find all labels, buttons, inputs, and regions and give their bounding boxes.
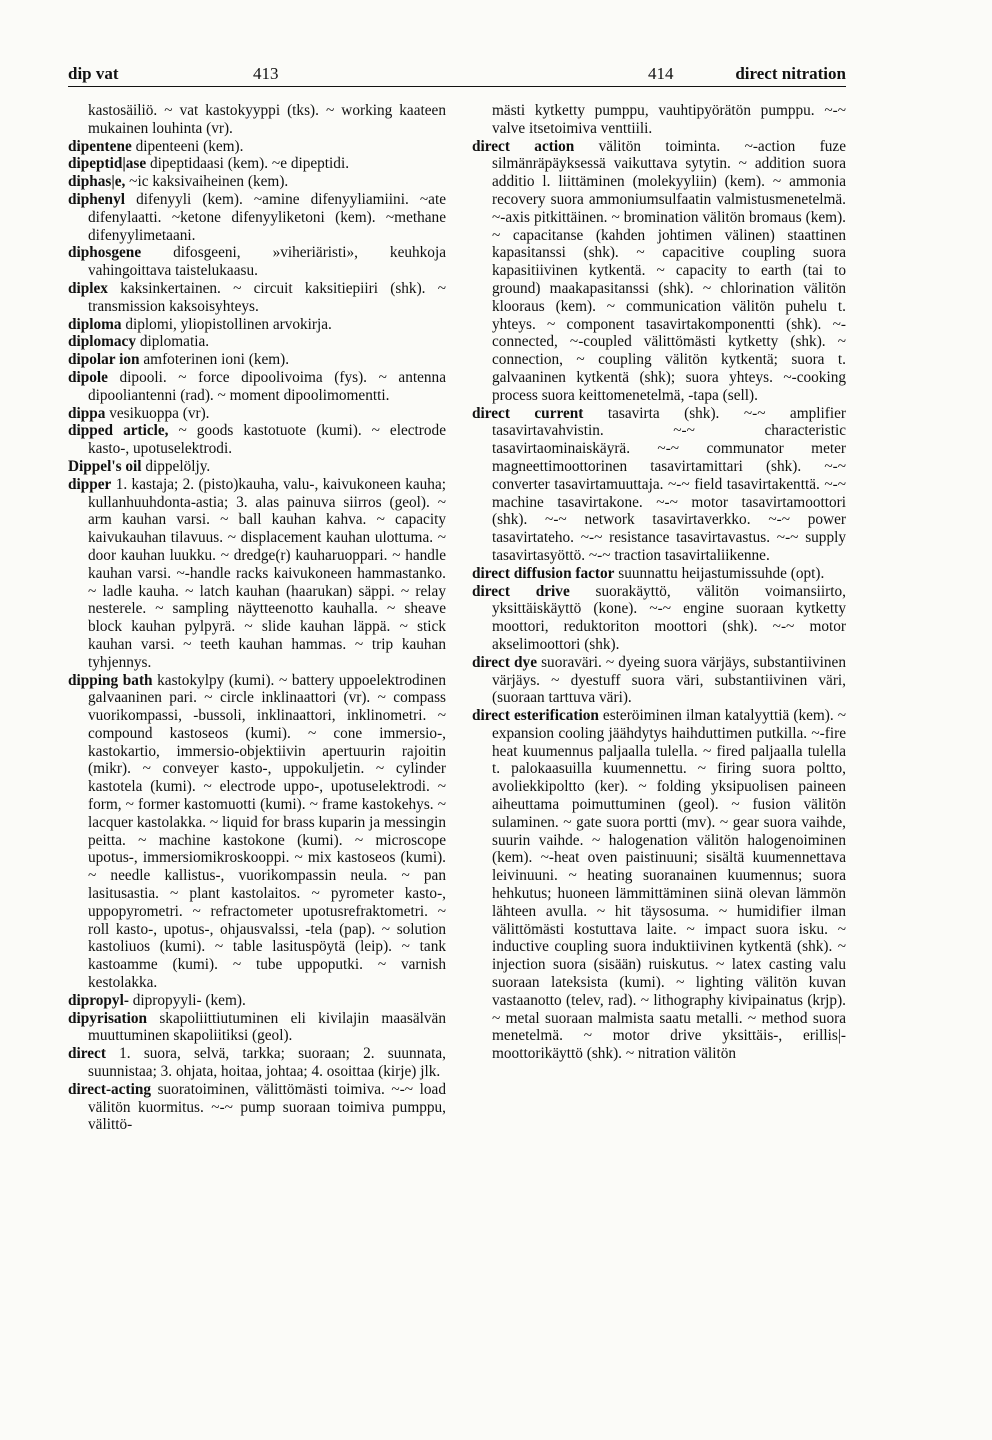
dictionary-entry bbox=[472, 405, 846, 565]
entry-headword: dipped article, bbox=[68, 422, 169, 440]
dictionary-entry bbox=[68, 422, 446, 458]
dictionary-entry bbox=[472, 138, 846, 405]
left-column bbox=[68, 102, 446, 1134]
entry-headword: direct action bbox=[472, 137, 575, 155]
entry-definition: suorakäyttö, välitön voimansiirto, yksittäiskäyttö (kone). ~-~ engine suoraan kytketty moottori, reduktoriton moottori (shk). ~-~ motor akselimoottori (shk). bbox=[492, 582, 846, 653]
entry-definition: 1. suora, selvä, tarkka; suoraan; 2. suunnata, suunnistaa; 3. ohjata, hoitaa, johtaa; 4. osoittaa (kirje) jlk. bbox=[88, 1045, 446, 1081]
entry-headword: direct current bbox=[472, 404, 584, 422]
entry-headword: diplex bbox=[68, 279, 108, 297]
entry-definition: difenyyli (kem). ~amine difenyyliamiini. ~ate difenylaatti. ~ketone difenyyliketoni (kem). ~methane difenyylimetaani. bbox=[88, 190, 446, 244]
entry-definition: ~ic kaksivaiheinen (kem). bbox=[125, 173, 289, 191]
entry-definition: dipenteeni (kem). bbox=[131, 137, 244, 155]
dictionary-entry bbox=[68, 351, 446, 369]
entry-definition: skapoliittiutuminen eli kivilajin maasälvän muuttuminen skapoliitiksi (geol). bbox=[88, 1009, 446, 1045]
entry-definition: välitön toiminta. ~-action fuze silmänräpäyksessä vaikuttava sytytin. ~ addition suora additio l. liittäminen (molekyyliin) (kem). ~ ammonia recovery suora ammoniumsulfaatin valmistusmenetelmä. ~-axis pitkittäinen. ~ bromination välitön bromaus (kem). ~ capacitanse (kahden johtimen välinen) staattinen kapasitanssi (shk). ~ capacitive coupling suora kapasitiivinen kytkentä. ~ capacity to earth (tai to ground) maakapasitanssi (shk). ~ chlorination välitön klooraus (kem). ~ communication välitön puhelu t. yhteys. ~ component tasavirtakomponentti (shk). ~-connected, ~-coupled välittömästi kytketty (shk). ~ connection, ~ coupling välitön kytkentä; suora t. galvaaninen kytkentä (shk); suora yhteys. ~-cooking process suora keittomenetelmä, -tapa (sell). bbox=[492, 137, 846, 404]
entry-headword: dipole bbox=[68, 368, 108, 386]
dictionary-entry bbox=[68, 672, 446, 992]
dictionary-entry bbox=[68, 280, 446, 316]
entry-headword: dipper bbox=[68, 475, 112, 493]
entry-definition: dipeptidaasi (kem). ~e dipeptidi. bbox=[146, 155, 350, 173]
entry-headword: direct-acting bbox=[68, 1080, 151, 1098]
entry-definition: kastokylpy (kumi). ~ battery uppoelektrodinen galvaaninen pari. ~ circle inklinaattori (vr). ~ compass vuorikompassi, -bussoli, inklinaattori, inklinometri. ~ compound kastoseos (kumi). ~ cone immersio-, kastokartio, immersio-objektiivin apertuurin rajoitin (mikr). ~ conveyer kasto-, uppokuljetin. ~ cylinder kastotela (kumi). ~ electrode uppo-, upotuselektrodi. ~ form, ~ former kastomuotti (kumi). ~ frame kastokehys. ~ lacquer kastolakka. ~ liquid for brass kuparin ja messingin peitta. ~ machine kastokone (kumi). ~ microscope upotus-, immersiomikroskooppi. ~ mix kastoseos (kumi). ~ needle kallistus-, vuorikompassin neula. ~ pan lasitusastia. ~ plant kastolaitos. ~ pyrometer kasto-, uppopyrometri. ~ refractometer upotusrefraktometri. ~ roll kasto-, upotus-, ohjausvalssi, -tela (pap). ~ solution kastoliuos (kumi). ~ table lasituspöytä (leip). ~ tank kastoamme (kumi). ~ tube uppoputki. ~ varnish kestolakka. bbox=[88, 671, 446, 992]
entry-definition: esteröiminen ilman katalyyttiä (kem). ~ expansion cooling jäähdytys haihduttimen putkilla. ~-fire heat kuumennus paljaalla tulella. ~ fired paljaalla tulella t. palokaasuilla kuumennettu. ~ firing suora poltto, avoliekkipoltto (ker). ~ folding yksipuolisen paineen aiheuttama poimuttuminen (geol). ~ fusion välitön sulaminen. ~ gate suora portti (mv). ~ gear suora vaihde, suurin vaihde. ~ halogenation välitön halogenoiminen (kem). ~-heat oven paistinuuni; sisältä kuumennettava leivinuuni. ~ heating suoranainen kuumennus; suora hehkutus; huoneen lämmittäminen siinä olevan lämmön lähteen avulla. ~ hit täysosuma. ~ humidifier ilman välittömästi kostuttava laite. ~ impact suora isku. ~ inductive coupling suora induktiivinen kytkentä (shk). ~ injection suora (sisään) ruiskutus. ~ latex casting valu suoraan lateksista (kumi). ~ lighting välitön kuvan vastaanotto (telev, rad). ~ lithography kivipainatus (krjp). ~ metal suoraan malmista saatu metalli. ~ method suora menetelmä. ~ motor drive yksittäis-, erillis|-moottorikäyttö (shk). ~ nitration välitön bbox=[492, 707, 846, 1063]
entry-definition: diplomatia. bbox=[136, 333, 210, 351]
entry-headword: diphenyl bbox=[68, 190, 125, 208]
entry-headword: diphas|e, bbox=[68, 173, 126, 191]
entry-definition: kaksinkertainen. ~ circuit kaksitiepiiri (shk). ~ transmission kaksoisyhteys. bbox=[88, 279, 446, 315]
dictionary-entry bbox=[472, 565, 846, 583]
dictionary-entry bbox=[68, 369, 446, 405]
entry-definition: tasavirta (shk). ~-~ amplifier tasavirtavahvistin. ~-~ characteristic tasavirtaominaiskäyrä. ~-~ communator meter magneettimoottorinen tasavirtamittari (shk). ~-~ converter tasavirtamuuttaja. ~-~ field tasavirtakenttä. ~-~ machine tasavirtakone. ~-~ motor tasavirtamoottori (shk). ~-~ network tasavirtaverkko. ~-~ power tasavirtateho. ~-~ resistance tasavirtavastus. ~-~ supply tasavirtasyöttö. ~-~ traction tasavirtaliikenne. bbox=[492, 404, 846, 564]
right-page-number: 414 bbox=[648, 64, 674, 83]
entry-headword: Dippel's oil bbox=[68, 457, 142, 475]
dictionary-entry bbox=[68, 333, 446, 351]
entry-headword: direct esterification bbox=[472, 707, 599, 725]
entry-headword: dipropyl- bbox=[68, 991, 129, 1009]
entry-headword: direct diffusion factor bbox=[472, 564, 615, 582]
entry-definition: suoratoiminen, välittömästi toimiva. ~-~ load välitön kuormitus. ~-~ pump suoraan toimiva pumppu, välittö- bbox=[88, 1080, 446, 1134]
entry-headword: dipyrisation bbox=[68, 1009, 148, 1027]
dictionary-entry bbox=[68, 405, 446, 423]
dictionary-entry bbox=[68, 476, 446, 672]
dictionary-entry bbox=[68, 191, 446, 244]
entry-headword: dipolar ion bbox=[68, 351, 140, 369]
page-header bbox=[68, 62, 846, 87]
dictionary-entry bbox=[472, 102, 846, 138]
entry-definition: kastosäiliö. ~ vat kastokyyppi (tks). ~ working kaateen mukainen louhinta (vr). bbox=[88, 102, 446, 137]
dictionary-entry bbox=[68, 1081, 446, 1134]
entry-headword: diploma bbox=[68, 315, 122, 333]
dictionary-entry bbox=[68, 102, 446, 138]
dictionary-entry bbox=[68, 244, 446, 280]
dictionary-entry bbox=[472, 583, 846, 654]
dictionary-entry bbox=[68, 138, 446, 156]
left-page-number: 413 bbox=[253, 64, 279, 83]
entry-headword: diplomacy bbox=[68, 333, 136, 351]
entry-headword: dippa bbox=[68, 404, 106, 422]
entry-definition: amfoterinen ioni (kem). bbox=[139, 351, 290, 369]
entry-headword: direct drive bbox=[472, 582, 570, 600]
dictionary-entry bbox=[68, 458, 446, 476]
entry-headword: dipentene bbox=[68, 137, 132, 155]
entry-headword: dipping bath bbox=[68, 671, 153, 689]
entry-headword: diphosgene bbox=[68, 244, 142, 262]
dictionary-entry bbox=[68, 173, 446, 191]
entry-headword: dipeptid|ase bbox=[68, 155, 147, 173]
entry-definition: mästi kytketty pumppu, vauhtipyörätön pumppu. ~-~ valve itsetoimiva venttiili. bbox=[492, 102, 846, 137]
dictionary-entry bbox=[68, 316, 446, 334]
left-guide-word: dip vat bbox=[68, 64, 119, 83]
dictionary-entry bbox=[472, 707, 846, 1063]
entry-definition: suoraväri. ~ dyeing suora värjäys, substantiivinen värjäys. ~ dyestuff suora väri, substantiivinen väri, (suoraan tarttuva väri). bbox=[492, 653, 846, 707]
entry-definition: suunnattu heijastumissuhde (opt). bbox=[614, 564, 825, 582]
entry-definition: dippelöljy. bbox=[141, 457, 211, 475]
entry-headword: direct dye bbox=[472, 653, 537, 671]
entry-definition: dipropyyli- (kem). bbox=[128, 991, 246, 1009]
right-guide-word: direct nitration bbox=[735, 64, 846, 83]
entry-definition: difosgeeni, »viheriäristi», keuhkoja vahingoittava taistelukaasu. bbox=[88, 244, 446, 280]
right-column bbox=[472, 102, 846, 1063]
entry-definition: 1. kastaja; 2. (pisto)kauha, valu-, kaivukoneen kauha; kullanhuuhdonta-astia; 3. alas painuva siirros (geol). ~ arm kauhan varsi. ~ ball kauhan kahva. ~ capacity kaivukauhan tilavuus. ~ displacement kauhan ulottuma. ~ door kauhan luukku. ~ dredge(r) kauharuoppari. ~ handle kauhan varsi. ~-handle racks kaivukoneen hammastanko. ~ ladle kauha. ~ latch kauhan (haarukan) säppi. ~ relay nesterele. ~ sampling näytteenotto kauhalla. ~ sheave block kauhan pylpyrä. ~ slide kauhan läppä. ~ stick kauhan varsi. ~ teeth kauhan hammas. ~ trip kauhan tyhjennys. bbox=[88, 475, 446, 671]
dictionary-entry bbox=[68, 155, 446, 173]
dictionary-entry bbox=[68, 992, 446, 1010]
dictionary-entry bbox=[472, 654, 846, 707]
dictionary-entry bbox=[68, 1010, 446, 1046]
entry-definition: vesikuoppa (vr). bbox=[105, 404, 210, 422]
entry-definition: dipooli. ~ force dipoolivoima (fys). ~ antenna dipooliantenni (rad). ~ moment dipoolimomentti. bbox=[88, 368, 446, 404]
dictionary-entry bbox=[68, 1045, 446, 1081]
entry-headword: direct bbox=[68, 1045, 106, 1063]
entry-definition: diplomi, yliopistollinen arvokirja. bbox=[121, 315, 332, 333]
entry-definition: ~ goods kastotuote (kumi). ~ electrode kasto-, upotuselektrodi. bbox=[88, 422, 446, 458]
